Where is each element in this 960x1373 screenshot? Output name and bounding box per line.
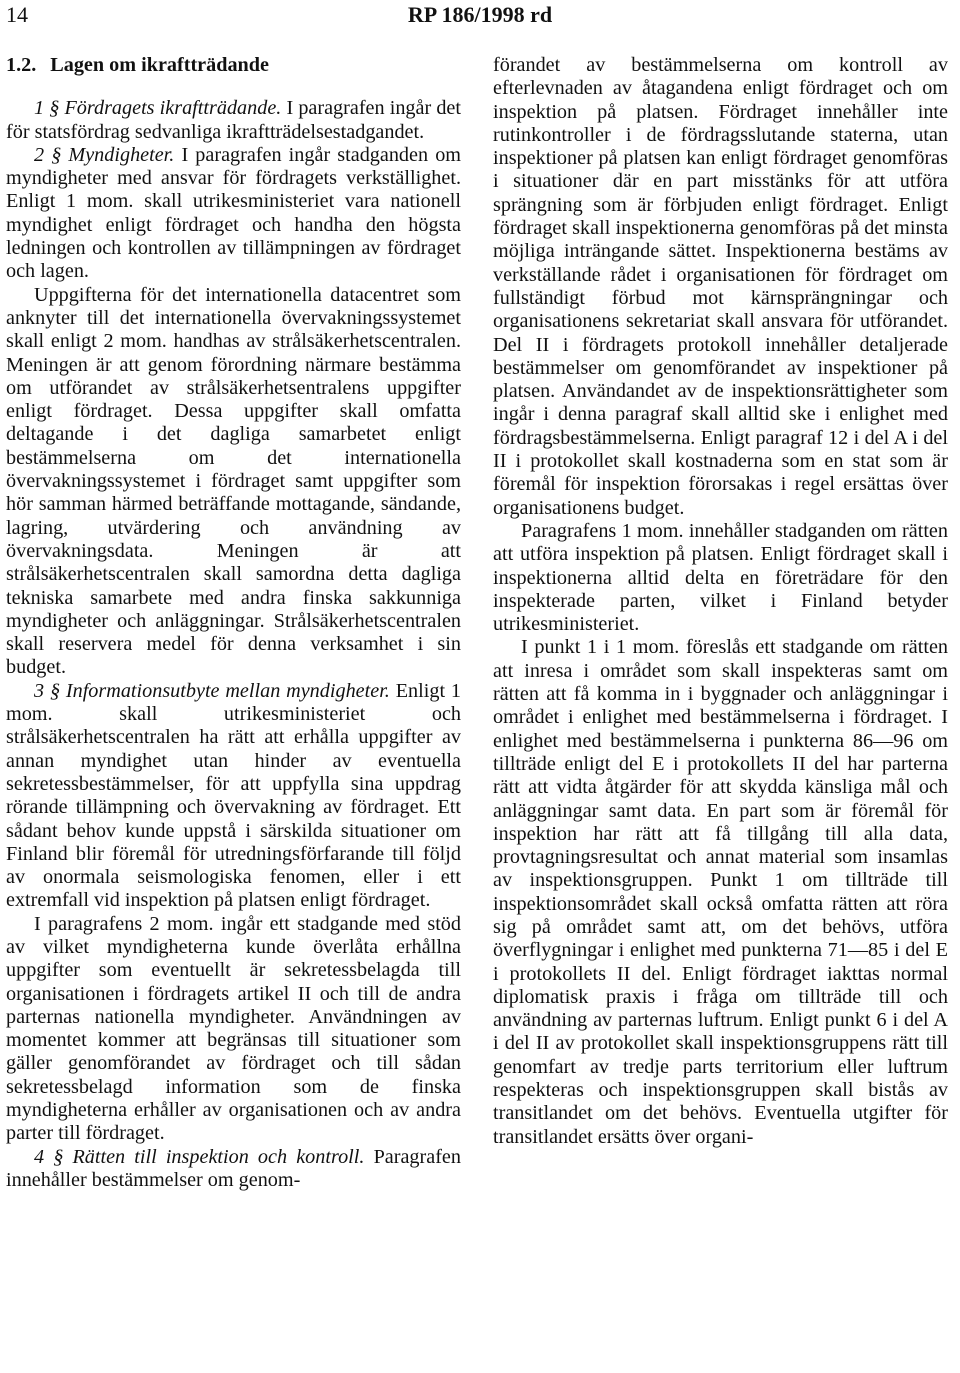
- section-heading: [6, 54, 461, 77]
- page-header: [0, 0, 960, 40]
- paragraph-4: 3 § Informationsutbyte mellan myndigheter. Enligt 1 mom. skall utrikesministeriet och strålsäkerhetscentralen ha rätt att erhålla uppgifter av annan myndighet utan hinder av eventuella sekretessbestämmelser, för att uppfylla sina uppdrag rörande tillämpning och övervakning av fördraget. Ett sådant behov kunde uppstå i särskilda situationer om Finland blir föremål för utredningsförfarande till följd av onormala seismologiska fenomen, eller i ett extremfall vid inspektion på platsen enligt fördraget.: [6, 679, 461, 912]
- section-3-label: 3 § Informationsutbyte mellan myndigheter.: [34, 679, 390, 702]
- section-title: Lagen om ikraftträdande: [50, 54, 269, 76]
- section-number: 1.2.: [6, 54, 37, 76]
- paragraph-6: 4 § Rätten till inspektion och kontroll. Paragrafen innehåller bestämmelser om genom-: [6, 1145, 461, 1191]
- paragraph-5: I paragrafens 2 mom. ingår ett stadgande med stöd av vilket myndigheterna kunde överlåta erhållna uppgifter som eventuellt är sekretessbelagda till organisationen i fördragets artikel II och till de andra parternas nationella myndigheter. Användningen av momentet kommer att begränsas till situationer som gäller genomförandet av fördraget och till sådan sekretessbelagd information som de finska myndigheterna erhåller av organisationen och av andra parter till fördraget.: [6, 912, 461, 1145]
- left-column: [6, 54, 461, 1192]
- section-2-label: 2 § Myndigheter.: [34, 143, 175, 166]
- section-1-label: 1 § Fördragets ikraftträdande.: [34, 97, 282, 120]
- paragraph-1: 1 § Fördragets ikraftträdande. I paragrafen ingår det för statsfördrag sedvanliga ikraftträdelsestadgandet.: [6, 97, 461, 143]
- page-number: 14: [6, 2, 28, 27]
- paragraph-3: Uppgifterna för det internationella datacentret som anknyter till det internationella övervakningssystemet skall enligt 2 mom. handhas av strålsäkerhetscentralen. Meningen är att genom förordning närmare bestämma om utförandet av strålsäkerhetsentralens uppgifter enligt fördraget. Dessa uppgifter skall omfatta deltagande i det dagliga samarbetet enligt bestämmelserna om det internationella övervakningssystemet i fördraget samt uppgifter som hör samman härmed beträffande mottagande, sändande, lagring, utvärdering och användning av övervakningsdata. Meningen är att strålsäkerhetscentralen skall samordna detta dagliga tekniska samarbete med andra finska sakkunniga myndigheter och anläggningar. Strålsäkerhetscentralen skall reservera medel för denna verksamhet i sin budget.: [6, 283, 461, 679]
- section-4-label: 4 § Rätten till inspektion och kontroll.: [34, 1145, 365, 1168]
- paragraph-8: Paragrafens 1 mom. innehåller stadganden om rätten att utföra inspektion på platsen. Enligt fördraget skall i inspektionerna alltid delta en företrädare för den inspekterade parten, vilket i Finland betyder utrikesministeriet.: [493, 519, 948, 636]
- paragraph-2: 2 § Myndigheter. I paragrafen ingår stadganden om myndigheter med ansvar för fördragets verkställighet. Enligt 1 mom. skall utrikesministeriet vara nationell myndighet enligt fördraget och handha den högsta ledningen och kontrollen av tillämpningen av fördraget och lagen.: [6, 143, 461, 283]
- document-id: RP 186/1998 rd: [407, 2, 553, 27]
- right-column: [493, 54, 948, 1149]
- paragraph-7: förandet av bestämmelserna om kontroll av efterlevnaden av åtagandena enligt fördraget och om inspektion på platsen. Fördraget innehåller inte rutinkontroller i de fördragsslutande staterna, utan inspektioner på platsen kan enligt fördraget genomföras i situationer där en part misstänks för att utföra sprängning som är förbjuden enligt fördraget. Enligt fördraget skall inspektionerna genomföras på det minsta möjliga inträngande sättet. Inspektionerna bestäms av verkställande rådet i organisationen för fördraget om fullständigt förbud mot kärnsprängningar och organisationens sekretariat skall ansvara för utförandet. Del II i fördragets protokoll innehåller detaljerade bestämmelser om genomförandet av inspektioner på platsen. Användandet av de inspektionsrättigheter som ingår i denna paragraf skall alltid ske i enlighet med fördragsbestämmelserna. Enligt paragraf 12 i del A i del II i protokollet skall kostnaderna som en stat som är föremål för inspektion förorsakas i regel ersättas över organisationens budget.: [493, 54, 948, 519]
- paragraph-9: I punkt 1 i 1 mom. föreslås ett stadgande om rätten att inresa i området som skall inspekteras samt om rätten att få komma in i byggnader och anläggningar i området i enlighet med bestämmelserna i fördraget. I enlighet med bestämmelserna i punkterna 86—96 om tillträde enligt del E i protokollets II del har parterna rätt att vidta åtgärder för att skydda känsliga mål och anläggningar samt data. En part som är föremål för inspektion har rätt att få tillgång till alla data, provtagningsresultat och annat material som insamlas av inspektionsgruppen. Punkt 1 om tillträde till inspektionsområdet skall också omfatta rätten att röra sig på området samt att, om det behövs, utföra överflygningar i enlighet med punkterna 71—85 i del E i protokollets II del. Enligt fördraget iakttas normal diplomatisk praxis i fråga om tillträde till och användning av parternas luftrum. Enligt punkt 6 i del A i del II av protokollet skall inspektionsgruppens rätt till genomfart av tredje parts territorium eller luftrum respekteras och inspektionsgruppen skall bistås av transitlandet om det behövs. Eventuella utgifter för transitlandet ersätts över organi-: [493, 636, 948, 1148]
